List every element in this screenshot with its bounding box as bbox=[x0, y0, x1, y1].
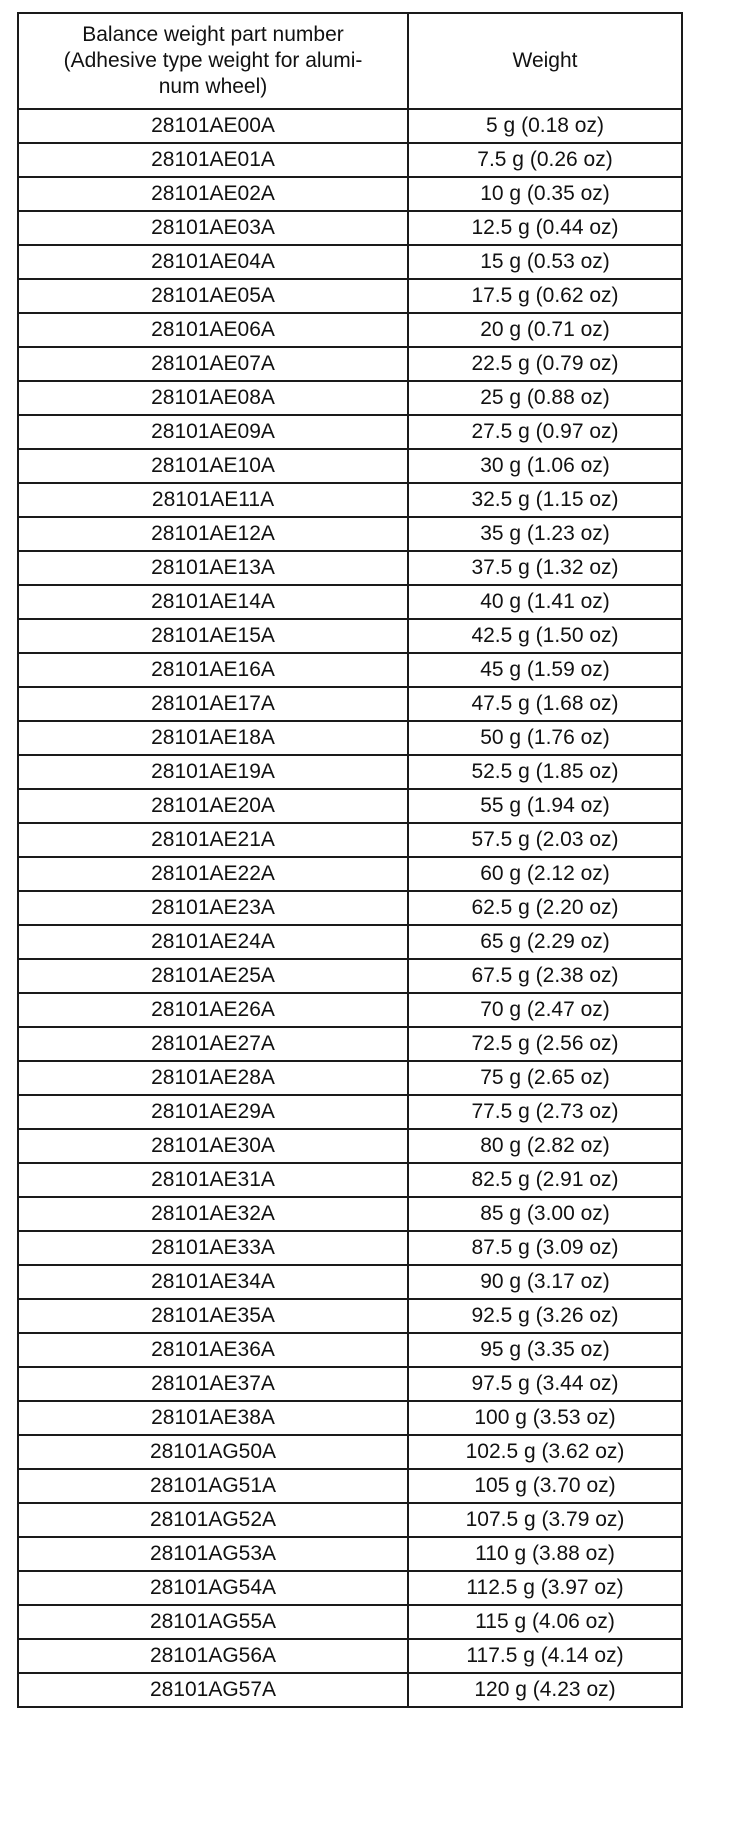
weight-cell: 57.5 g (2.03 oz) bbox=[408, 823, 682, 857]
weight-cell: 112.5 g (3.97 oz) bbox=[408, 1571, 682, 1605]
table-row bbox=[18, 279, 682, 313]
table-row bbox=[18, 1605, 682, 1639]
table-row bbox=[18, 619, 682, 653]
weight-cell: 80 g (2.82 oz) bbox=[408, 1129, 682, 1163]
weight-cell: 107.5 g (3.79 oz) bbox=[408, 1503, 682, 1537]
part-number-cell: 28101AE16A bbox=[18, 653, 408, 687]
table-row bbox=[18, 1503, 682, 1537]
table-row bbox=[18, 1299, 682, 1333]
weight-cell: 47.5 g (1.68 oz) bbox=[408, 687, 682, 721]
header-part-number bbox=[18, 13, 408, 109]
table-row bbox=[18, 1571, 682, 1605]
part-number-cell: 28101AE22A bbox=[18, 857, 408, 891]
part-number-cell: 28101AE13A bbox=[18, 551, 408, 585]
part-number-cell: 28101AE29A bbox=[18, 1095, 408, 1129]
part-number-cell: 28101AG57A bbox=[18, 1673, 408, 1707]
part-number-cell: 28101AE02A bbox=[18, 177, 408, 211]
weight-cell: 52.5 g (1.85 oz) bbox=[408, 755, 682, 789]
weight-cell: 45 g (1.59 oz) bbox=[408, 653, 682, 687]
header-weight: Weight bbox=[408, 13, 682, 109]
table-row bbox=[18, 993, 682, 1027]
table-row bbox=[18, 1129, 682, 1163]
part-number-cell: 28101AE30A bbox=[18, 1129, 408, 1163]
weight-cell: 5 g (0.18 oz) bbox=[408, 109, 682, 143]
weight-cell: 117.5 g (4.14 oz) bbox=[408, 1639, 682, 1673]
weight-cell: 87.5 g (3.09 oz) bbox=[408, 1231, 682, 1265]
weight-cell: 50 g (1.76 oz) bbox=[408, 721, 682, 755]
weight-cell: 22.5 g (0.79 oz) bbox=[408, 347, 682, 381]
part-number-cell: 28101AG50A bbox=[18, 1435, 408, 1469]
part-number-cell: 28101AE03A bbox=[18, 211, 408, 245]
part-number-cell: 28101AE10A bbox=[18, 449, 408, 483]
weight-cell: 60 g (2.12 oz) bbox=[408, 857, 682, 891]
part-number-cell: 28101AE37A bbox=[18, 1367, 408, 1401]
weight-cell: 10 g (0.35 oz) bbox=[408, 177, 682, 211]
table-row bbox=[18, 1265, 682, 1299]
weight-cell: 42.5 g (1.50 oz) bbox=[408, 619, 682, 653]
weight-cell: 105 g (3.70 oz) bbox=[408, 1469, 682, 1503]
table-row bbox=[18, 959, 682, 993]
part-number-cell: 28101AE24A bbox=[18, 925, 408, 959]
part-number-cell: 28101AE06A bbox=[18, 313, 408, 347]
table-row bbox=[18, 1095, 682, 1129]
table-row bbox=[18, 1435, 682, 1469]
weight-cell: 120 g (4.23 oz) bbox=[408, 1673, 682, 1707]
weight-cell: 70 g (2.47 oz) bbox=[408, 993, 682, 1027]
table-row bbox=[18, 1469, 682, 1503]
weight-cell: 7.5 g (0.26 oz) bbox=[408, 143, 682, 177]
weight-cell: 90 g (3.17 oz) bbox=[408, 1265, 682, 1299]
weight-cell: 92.5 g (3.26 oz) bbox=[408, 1299, 682, 1333]
table-row bbox=[18, 1639, 682, 1673]
weight-cell: 32.5 g (1.15 oz) bbox=[408, 483, 682, 517]
table-row bbox=[18, 1197, 682, 1231]
part-number-cell: 28101AE21A bbox=[18, 823, 408, 857]
weight-cell: 72.5 g (2.56 oz) bbox=[408, 1027, 682, 1061]
table-row bbox=[18, 1061, 682, 1095]
table-row bbox=[18, 1367, 682, 1401]
table-row bbox=[18, 1401, 682, 1435]
table-row bbox=[18, 177, 682, 211]
table-row bbox=[18, 891, 682, 925]
weight-cell: 27.5 g (0.97 oz) bbox=[408, 415, 682, 449]
weight-cell: 55 g (1.94 oz) bbox=[408, 789, 682, 823]
table-row bbox=[18, 415, 682, 449]
part-number-cell: 28101AE34A bbox=[18, 1265, 408, 1299]
weight-cell: 82.5 g (2.91 oz) bbox=[408, 1163, 682, 1197]
weight-cell: 95 g (3.35 oz) bbox=[408, 1333, 682, 1367]
weight-cell: 35 g (1.23 oz) bbox=[408, 517, 682, 551]
table-row bbox=[18, 789, 682, 823]
part-number-cell: 28101AE12A bbox=[18, 517, 408, 551]
table-row bbox=[18, 143, 682, 177]
weight-cell: 77.5 g (2.73 oz) bbox=[408, 1095, 682, 1129]
header-part-number-line-1: Balance weight part number bbox=[82, 23, 344, 46]
part-number-cell: 28101AE32A bbox=[18, 1197, 408, 1231]
header-part-number-line-2: (Adhesive type weight for alumi- bbox=[63, 49, 363, 72]
weight-cell: 20 g (0.71 oz) bbox=[408, 313, 682, 347]
table-row bbox=[18, 449, 682, 483]
header-part-number-line-3: num wheel) bbox=[158, 75, 268, 98]
weight-cell: 12.5 g (0.44 oz) bbox=[408, 211, 682, 245]
part-number-cell: 28101AG52A bbox=[18, 1503, 408, 1537]
table-row bbox=[18, 687, 682, 721]
part-number-cell: 28101AG51A bbox=[18, 1469, 408, 1503]
table-row bbox=[18, 1333, 682, 1367]
table-row bbox=[18, 925, 682, 959]
table-row bbox=[18, 1231, 682, 1265]
table-row bbox=[18, 585, 682, 619]
weight-cell: 40 g (1.41 oz) bbox=[408, 585, 682, 619]
table-row bbox=[18, 211, 682, 245]
weight-cell: 100 g (3.53 oz) bbox=[408, 1401, 682, 1435]
part-number-cell: 28101AE15A bbox=[18, 619, 408, 653]
table-row bbox=[18, 721, 682, 755]
part-number-cell: 28101AE17A bbox=[18, 687, 408, 721]
part-number-cell: 28101AE01A bbox=[18, 143, 408, 177]
table-row bbox=[18, 551, 682, 585]
weight-cell: 25 g (0.88 oz) bbox=[408, 381, 682, 415]
table-row bbox=[18, 109, 682, 143]
table-row bbox=[18, 313, 682, 347]
table-row bbox=[18, 1163, 682, 1197]
table-row bbox=[18, 381, 682, 415]
part-number-cell: 28101AE14A bbox=[18, 585, 408, 619]
weight-cell: 65 g (2.29 oz) bbox=[408, 925, 682, 959]
table-row bbox=[18, 755, 682, 789]
part-number-cell: 28101AE38A bbox=[18, 1401, 408, 1435]
weight-cell: 110 g (3.88 oz) bbox=[408, 1537, 682, 1571]
part-number-cell: 28101AE28A bbox=[18, 1061, 408, 1095]
part-number-cell: 28101AE20A bbox=[18, 789, 408, 823]
table-row bbox=[18, 857, 682, 891]
part-number-cell: 28101AE25A bbox=[18, 959, 408, 993]
part-number-cell: 28101AE36A bbox=[18, 1333, 408, 1367]
weight-cell: 115 g (4.06 oz) bbox=[408, 1605, 682, 1639]
weight-cell: 97.5 g (3.44 oz) bbox=[408, 1367, 682, 1401]
weight-cell: 67.5 g (2.38 oz) bbox=[408, 959, 682, 993]
part-number-cell: 28101AG54A bbox=[18, 1571, 408, 1605]
part-number-cell: 28101AE05A bbox=[18, 279, 408, 313]
weight-cell: 30 g (1.06 oz) bbox=[408, 449, 682, 483]
weight-cell: 75 g (2.65 oz) bbox=[408, 1061, 682, 1095]
document-page bbox=[17, 12, 681, 1708]
table-row bbox=[18, 483, 682, 517]
part-number-cell: 28101AE00A bbox=[18, 109, 408, 143]
weight-cell: 102.5 g (3.62 oz) bbox=[408, 1435, 682, 1469]
weight-cell: 62.5 g (2.20 oz) bbox=[408, 891, 682, 925]
part-number-cell: 28101AE19A bbox=[18, 755, 408, 789]
part-number-cell: 28101AE26A bbox=[18, 993, 408, 1027]
part-number-cell: 28101AE23A bbox=[18, 891, 408, 925]
balance-weight-table bbox=[17, 12, 683, 1708]
part-number-cell: 28101AE08A bbox=[18, 381, 408, 415]
part-number-cell: 28101AE35A bbox=[18, 1299, 408, 1333]
weight-cell: 85 g (3.00 oz) bbox=[408, 1197, 682, 1231]
part-number-cell: 28101AE04A bbox=[18, 245, 408, 279]
part-number-cell: 28101AE27A bbox=[18, 1027, 408, 1061]
weight-cell: 37.5 g (1.32 oz) bbox=[408, 551, 682, 585]
table-row bbox=[18, 653, 682, 687]
weight-cell: 17.5 g (0.62 oz) bbox=[408, 279, 682, 313]
table-row bbox=[18, 517, 682, 551]
table-row bbox=[18, 245, 682, 279]
part-number-cell: 28101AE31A bbox=[18, 1163, 408, 1197]
part-number-cell: 28101AE18A bbox=[18, 721, 408, 755]
part-number-cell: 28101AE11A bbox=[18, 483, 408, 517]
table-row bbox=[18, 823, 682, 857]
part-number-cell: 28101AG56A bbox=[18, 1639, 408, 1673]
table-row bbox=[18, 1537, 682, 1571]
table-header-row bbox=[18, 13, 682, 109]
part-number-cell: 28101AG53A bbox=[18, 1537, 408, 1571]
table-row bbox=[18, 347, 682, 381]
part-number-cell: 28101AG55A bbox=[18, 1605, 408, 1639]
part-number-cell: 28101AE33A bbox=[18, 1231, 408, 1265]
part-number-cell: 28101AE09A bbox=[18, 415, 408, 449]
table-row bbox=[18, 1673, 682, 1707]
table-row bbox=[18, 1027, 682, 1061]
table-body bbox=[18, 109, 682, 1707]
part-number-cell: 28101AE07A bbox=[18, 347, 408, 381]
weight-cell: 15 g (0.53 oz) bbox=[408, 245, 682, 279]
